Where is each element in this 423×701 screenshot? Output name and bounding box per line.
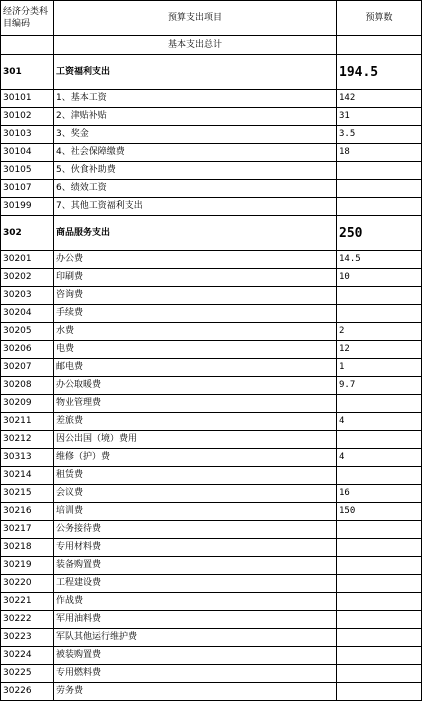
table-row — [1, 431, 422, 449]
table-row — [1, 90, 422, 108]
row-amount: 142 — [337, 90, 422, 108]
row-name: 水费 — [54, 323, 337, 341]
table-row — [1, 341, 422, 359]
row-name: 印刷费 — [54, 269, 337, 287]
row-name: 4、社会保障缴费 — [54, 144, 337, 162]
row-amount: 4 — [337, 413, 422, 431]
table-row — [1, 611, 422, 629]
header-code: 经济分类科目编码 — [1, 1, 54, 36]
table-row — [1, 503, 422, 521]
row-code: 30204 — [1, 305, 54, 323]
row-code: 30225 — [1, 665, 54, 683]
row-name: 军用油料费 — [54, 611, 337, 629]
row-amount: 3.5 — [337, 126, 422, 144]
row-amount — [337, 180, 422, 198]
row-amount — [337, 539, 422, 557]
row-name: 差旅费 — [54, 413, 337, 431]
row-code: 30105 — [1, 162, 54, 180]
row-amount — [337, 647, 422, 665]
row-code: 30203 — [1, 287, 54, 305]
row-code: 30208 — [1, 377, 54, 395]
row-name: 7、其他工资福利支出 — [54, 198, 337, 216]
row-code: 30313 — [1, 449, 54, 467]
row-name: 物业管理费 — [54, 395, 337, 413]
row-amount — [337, 629, 422, 647]
row-code: 301 — [1, 55, 54, 90]
total-row — [1, 36, 422, 55]
row-name: 手续费 — [54, 305, 337, 323]
row-code: 30214 — [1, 467, 54, 485]
row-code: 30217 — [1, 521, 54, 539]
row-code: 30226 — [1, 683, 54, 701]
row-amount — [337, 611, 422, 629]
row-name: 租赁费 — [54, 467, 337, 485]
row-name: 被装购置费 — [54, 647, 337, 665]
header-item: 预算支出项目 — [54, 1, 337, 36]
row-name: 工程建设费 — [54, 575, 337, 593]
row-name: 专用材料费 — [54, 539, 337, 557]
row-amount: 194.5 — [337, 55, 422, 90]
row-code: 30216 — [1, 503, 54, 521]
row-code: 30209 — [1, 395, 54, 413]
row-code: 30212 — [1, 431, 54, 449]
row-amount — [337, 593, 422, 611]
row-amount: 16 — [337, 485, 422, 503]
table-row — [1, 180, 422, 198]
row-code: 30218 — [1, 539, 54, 557]
row-name: 6、绩效工资 — [54, 180, 337, 198]
table-row — [1, 413, 422, 431]
row-name: 邮电费 — [54, 359, 337, 377]
table-row — [1, 126, 422, 144]
table-row — [1, 629, 422, 647]
row-code: 30223 — [1, 629, 54, 647]
row-amount — [337, 575, 422, 593]
row-code: 30211 — [1, 413, 54, 431]
row-name: 1、基本工资 — [54, 90, 337, 108]
row-code: 30221 — [1, 593, 54, 611]
row-amount — [337, 395, 422, 413]
row-name: 5、伙食补助费 — [54, 162, 337, 180]
total-code — [1, 36, 54, 55]
row-amount — [337, 665, 422, 683]
row-code: 30101 — [1, 90, 54, 108]
row-code: 30103 — [1, 126, 54, 144]
table-row — [1, 593, 422, 611]
row-amount: 9.7 — [337, 377, 422, 395]
row-amount: 4 — [337, 449, 422, 467]
row-name: 3、奖金 — [54, 126, 337, 144]
table-row — [1, 647, 422, 665]
row-amount — [337, 467, 422, 485]
row-code: 30202 — [1, 269, 54, 287]
group-row — [1, 55, 422, 90]
row-code: 30104 — [1, 144, 54, 162]
header-amount: 预算数 — [337, 1, 422, 36]
row-amount — [337, 198, 422, 216]
row-amount — [337, 521, 422, 539]
row-code: 30219 — [1, 557, 54, 575]
table-row — [1, 162, 422, 180]
row-amount — [337, 287, 422, 305]
row-code: 30205 — [1, 323, 54, 341]
table-row — [1, 449, 422, 467]
row-amount: 1 — [337, 359, 422, 377]
row-name: 军队其他运行维护费 — [54, 629, 337, 647]
table-row — [1, 539, 422, 557]
row-code: 30199 — [1, 198, 54, 216]
row-code: 30102 — [1, 108, 54, 126]
table-row — [1, 287, 422, 305]
row-name: 专用燃料费 — [54, 665, 337, 683]
row-name: 装备购置费 — [54, 557, 337, 575]
row-code: 30215 — [1, 485, 54, 503]
row-amount: 18 — [337, 144, 422, 162]
row-code: 30207 — [1, 359, 54, 377]
row-amount — [337, 683, 422, 701]
row-code: 30224 — [1, 647, 54, 665]
row-code: 30220 — [1, 575, 54, 593]
group-row — [1, 216, 422, 251]
row-name: 维修（护）费 — [54, 449, 337, 467]
table-row — [1, 485, 422, 503]
row-amount: 250 — [337, 216, 422, 251]
total-label: 基本支出总计 — [54, 36, 337, 55]
row-amount — [337, 431, 422, 449]
row-code: 302 — [1, 216, 54, 251]
row-name: 公务接待费 — [54, 521, 337, 539]
row-code: 30222 — [1, 611, 54, 629]
table-row — [1, 467, 422, 485]
table-row — [1, 251, 422, 269]
row-amount: 31 — [337, 108, 422, 126]
row-amount: 10 — [337, 269, 422, 287]
table-row — [1, 323, 422, 341]
row-name: 培训费 — [54, 503, 337, 521]
row-name: 电费 — [54, 341, 337, 359]
table-row — [1, 395, 422, 413]
row-code: 30206 — [1, 341, 54, 359]
row-name: 办公费 — [54, 251, 337, 269]
row-name: 办公取暖费 — [54, 377, 337, 395]
table-row — [1, 359, 422, 377]
table-row — [1, 557, 422, 575]
row-name: 商品服务支出 — [54, 216, 337, 251]
table-row — [1, 683, 422, 701]
row-code: 30107 — [1, 180, 54, 198]
table-row — [1, 198, 422, 216]
row-name: 劳务费 — [54, 683, 337, 701]
table-row — [1, 521, 422, 539]
row-code: 30201 — [1, 251, 54, 269]
row-amount: 150 — [337, 503, 422, 521]
row-name: 工资福利支出 — [54, 55, 337, 90]
header-row — [1, 1, 422, 36]
row-amount — [337, 557, 422, 575]
table-row — [1, 108, 422, 126]
table-row — [1, 665, 422, 683]
table-row — [1, 377, 422, 395]
row-amount: 12 — [337, 341, 422, 359]
row-amount: 14.5 — [337, 251, 422, 269]
row-amount: 2 — [337, 323, 422, 341]
row-amount — [337, 162, 422, 180]
row-name: 会议费 — [54, 485, 337, 503]
row-name: 因公出国（境）费用 — [54, 431, 337, 449]
table-row — [1, 575, 422, 593]
total-amount — [337, 36, 422, 55]
row-name: 咨询费 — [54, 287, 337, 305]
table-row — [1, 305, 422, 323]
table-row — [1, 144, 422, 162]
row-name: 2、津贴补贴 — [54, 108, 337, 126]
table-row — [1, 269, 422, 287]
row-name: 作战费 — [54, 593, 337, 611]
row-amount — [337, 305, 422, 323]
